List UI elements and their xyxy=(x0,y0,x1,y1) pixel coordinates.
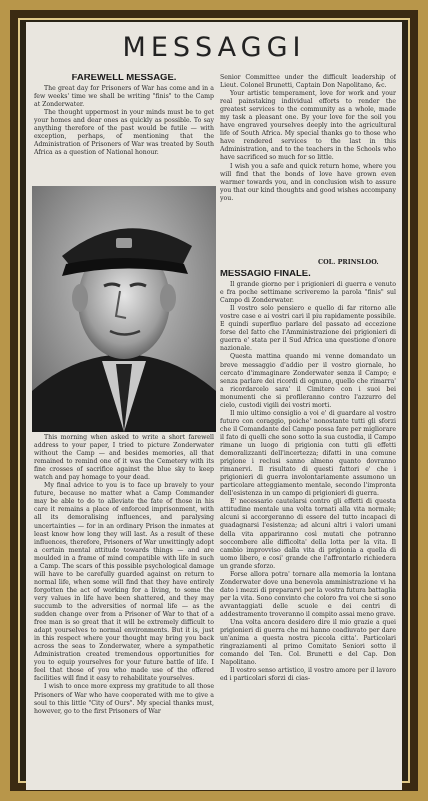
farewell-paragraph: The great day for Prisoners of War has come and in a few weeks' time we shall be writing "finis" to the Camp at Zonderwater. xyxy=(34,85,214,109)
farewell-paragraph: Your artistic temperament, love for work and your real painstaking individual efforts to render the greatest services to the community as a whole, made my task a pleasant one. By your love for the soil you have engraved yourselves deeply into the agricultural life of South Africa. My special thanks go to those who have rendered services to the last in this Administration, and to the teachers in the Schools who have sacrificed so much for so little. xyxy=(220,90,396,162)
finale-paragraph: Il vostro solo pensiero e quello di far ritorno alle vostre case e ai vostri cari il piu rapidamente possibile. E quindi superfluo parlare del passato ad eccezione forse del fatto che l'Amministrazione dei prigionieri di guerra e' stata per il Sud Africa una questione d'onore nazionale. xyxy=(220,305,396,353)
finale-paragraph: Forse allora potra' tornare alla memoria la lontana Zonderwater dove una benevola amministrazione vi ha dato i mezzi di prepararvi per la vostra futura battaglia per la vita. Sono convinto che coloro fra voi che si sono avvantaggiati delle scuole e dei centri di addestramento troveranno il compito assai meno grave. xyxy=(220,570,396,618)
farewell-paragraph: My final advice to you is to face up bravely to your future, because no matter what a Camp Commander may be able to do to alleviate the fate of those in his care it remains a place of enforced imprisonment, with all its demoralising influences, and paralysing uncertainties — for in an ordinary Prison the inmates at least know how long they will last. As a result of these influences, therefore, Prisoners of War unwittingly adopt a certain mental attitude towards things — and are moulded in a frame of mind compatible with life in such a Camp. The scars of this possible psychological damage will have to be carefully guarded against on return to normal life, when some will find that they have entirely forgotten the act of working for a living, to some the very values in life have been shattered, and they may succumb to the adversities of normal life — as the sudden change over from a Prisoner of War to that of a free man is so great that it will be extremely difficult to adapt yourselves to normal environments. But it is, just in this respect where your thought may bring you back across the seas to Zonderwater, where a sympathetic Administration created tremendous opportunities for you to equip yourselves for your future battle of life. I feel that those of you who made use of the offered facilities will find it easy to rehabilitate yourselves. xyxy=(34,482,214,683)
farewell-column-top xyxy=(34,74,214,186)
finale-paragraph: Questa mattina quando mi venne domandato un breve messaggio d'addio per il vostro giornale, ho cercato d'immaginare Zonderwater senza il Campo; e senza parlare dei ricordi di ognuno, quello che rimarra' a ricordarcelo sara' il Cimitero con i suoi bei monumenti che si profileranno contro l'azzurro del cielo, custodi vigili dei vostri morti. xyxy=(220,353,396,409)
farewell-paragraph: Senior Committee under the difficult leadership of Lieut. Colonel Brunetti, Captain Don Napolitano, &c. xyxy=(220,74,396,90)
farewell-paragraph: This morning when asked to write a short farewell address to your paper, I tried to picture Zonderwater without the Camp — and besides memories, all that remained to remind one of it was the Cemetery with its fine crosses of sacrifice against the blue sky to keep watch and pay homage to your dead. xyxy=(34,434,214,482)
farewell-paragraph: I wish to once more express my gratitude to all those Prisoners of War who have cooperated with me to give a soul to this little "City of Ours". My special thanks must, however, go to the first Prisoners of War xyxy=(34,683,214,715)
officer-portrait-image xyxy=(32,186,216,432)
farewell-paragraph: I wish you a safe and quick return home, where you will find that the bonds of love have grown even warmer towards you, and in conclusion wish to assure you that our kind thoughts and good wishes accompany you. xyxy=(220,162,396,202)
finale-paragraph: Il mio ultimo consiglio a voi e' di guardare al vostro futuro con coraggio, poiche' nonostante tutti gli sforzi che il Comandante del Campo possa fare per migliorare il fato di quelli che sono sotto la sua custodia, il Campo rimane un luogo di prigionia con tutti gli effetti demoralizzanti dell'incertezza; difatti in una comune prigione i reclusi sanno almeno quanto dovranno rimanervi. Il risultato di questi fattori e' che i prigionieri di guerra involontariamente assumono un particolare atteggiamento mentale, secondo l'impronta dell'esistenza in un campo di prigionieri di guerra. xyxy=(220,409,396,498)
farewell-signature: COL. PRINSLOO. xyxy=(318,258,379,266)
finale-paragraph: Una volta ancora desidero dire il mio grazie a quei prigionieri di guerra che mi hanno coadiuvato per dare un'anima a questa nostra piccola citta'. Particolari ringraziamenti al primo Comitato Seniori sotto il comando del Ten. Col. Brunetti e del Cap. Don Napolitano. xyxy=(220,619,396,667)
finale-paragraph: Il grande giorno per i prigionieri di guerra e venuto e fra poche settimane scriveremo la parola "finis" sul Campo di Zonderwater. xyxy=(220,281,396,305)
farewell-heading: FAREWELL MESSAGE. xyxy=(71,74,177,83)
page-title: MESSAGGI xyxy=(122,32,306,63)
farewell-column-bottom xyxy=(34,434,214,784)
finale-heading: MESSAGIO FINALE. xyxy=(220,270,311,279)
portrait-photo xyxy=(32,186,216,432)
finale-paragraph: E' necessario cautelarsi contro gli effetti di questa attitudine mentale una volta tornati alla vita normale; alcuni si accorgeranno di essere del tutto incapaci di guadagnarsi l'esistenza; ad alcuni altri i valori umani della vita appariranno così mutati che potranno soccombere alle difficolta' della lotta per la vita. Il cambio improvviso dalla vita di prigionia a quella di uomo libero, e cosi' grande che l'affrontarlo richiedera un grande sforzo. xyxy=(220,498,396,570)
finale-column xyxy=(220,270,396,788)
finale-paragraph: Il vostro senso artistico, il vostro amore per il lavoro ed i particolari sforzi di cias- xyxy=(220,667,396,683)
farewell-column-continuation xyxy=(220,74,396,268)
newspaper-page xyxy=(26,22,402,790)
farewell-paragraph: The thought uppermost in your minds must be to get your homes and dear ones as quickly as possible. To say anything therefore of the past would be futile — with exception, perhaps, of mentioning that the Administration of Prisoners of War was treated by South Africa as a question of National honour. xyxy=(34,109,214,157)
